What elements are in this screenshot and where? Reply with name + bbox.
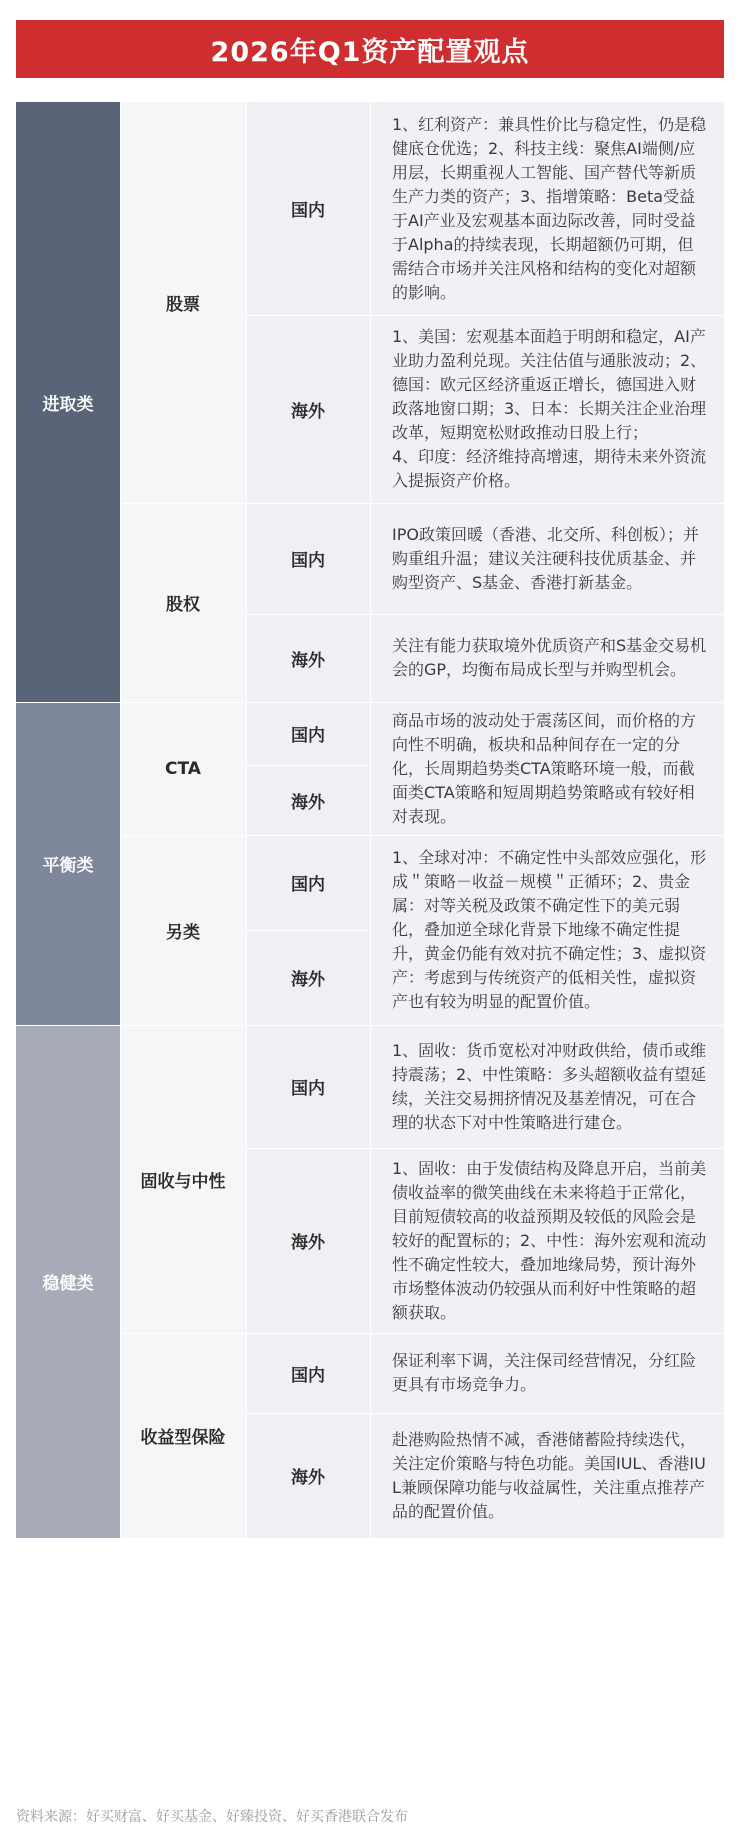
divider — [16, 702, 724, 703]
divider — [370, 102, 371, 1538]
divider — [246, 930, 370, 931]
view-insurance-overseas: 赴港购险热情不减，香港储蓄险持续迭代，关注定价策略与特色功能。美国IUL、香港IUL兼顾保障功能与收益属性，关注重点推荐产品的配置价值。 — [370, 1413, 724, 1538]
view-fixed-domestic: 1、固收：货币宽松对冲财政供给，债币或维持震荡；2、中性策略：多头超额收益有望延续，关注交易拥挤情况及基差情况，可在合理的状态下对中性策略进行建仓。 — [370, 1025, 724, 1148]
divider — [246, 315, 724, 316]
view-fixed-overseas: 1、固收：由于发债结构及降息开启，当前美债收益率的微笑曲线在未来将趋于正常化，目前短债较高的收益预期及较低的风险会是较好的配置标的；2、中性：海外宏观和流动性不确定性较大，叠加地缘局势，预计海外市场整体波动仍较强从而利好中性策略的超额获取。 — [370, 1148, 724, 1333]
divider — [246, 1148, 724, 1149]
page-title: 2026年Q1资产配置观点 — [16, 20, 724, 78]
divider — [246, 765, 370, 766]
region-domestic: 国内 — [246, 1025, 370, 1148]
view-stock-overseas: 1、美国：宏观基本面趋于明朗和稳定，AI产业助力盈利兑现。关注估值与通胀波动；2、德国：欧元区经济重返正增长，德国进入财政落地窗口期；3、日本：长期关注企业治理改革，短期宽松财政推动日股上行； 4、印度：经济维持高增速，期待未来外资流入提振资产价格。 — [370, 315, 724, 503]
divider — [120, 1333, 724, 1334]
divider — [246, 102, 247, 1538]
subcategory-income-insurance: 收益型保险 — [120, 1333, 246, 1538]
subcategory-cta: CTA — [120, 702, 246, 835]
region-overseas: 海外 — [246, 614, 370, 702]
category-balanced: 平衡类 — [16, 702, 120, 1025]
region-domestic: 国内 — [246, 1333, 370, 1413]
view-stock-domestic: 1、红利资产：兼具性价比与稳定性，仍是稳健底仓优选；2、科技主线：聚焦AI端侧/应用层，长期重视人工智能、国产替代等新质生产力类的资产；3、指增策略：Beta受益于AI产业及宏观基本面边际改善，同时受益于Alpha的持续表现，长期超额仍可期，但需结合市场并关注风格和结构的变化对超额的影响。 — [370, 102, 724, 315]
region-overseas: 海外 — [246, 315, 370, 503]
divider — [120, 102, 121, 1538]
view-equity-overseas: 关注有能力获取境外优质资产和S基金交易机会的GP，均衡布局成长型与并购型机会。 — [370, 614, 724, 702]
divider — [16, 1025, 724, 1026]
subcategory-alternative: 另类 — [120, 835, 246, 1025]
region-domestic: 国内 — [246, 702, 370, 765]
divider — [246, 614, 724, 615]
subcategory-equity: 股权 — [120, 503, 246, 702]
region-domestic: 国内 — [246, 503, 370, 614]
region-domestic: 国内 — [246, 102, 370, 315]
region-overseas: 海外 — [246, 1413, 370, 1538]
region-overseas: 海外 — [246, 930, 370, 1025]
view-alternative: 1、全球对冲：不确定性中头部效应强化，形成＂策略－收益－规模＂正循环；2、贵金属：对等关税及政策不确定性下的美元弱化，叠加逆全球化背景下地缘不确定性提升，黄金仍能有效对抗不确定性；3、虚拟资产：考虑到与传统资产的低相关性，虚拟资产也有较为明显的配置价值。 — [370, 835, 724, 1025]
view-equity-domestic: IPO政策回暖（香港、北交所、科创板）；并购重组升温；建议关注硬科技优质基金、并购型资产、S基金、香港打新基金。 — [370, 503, 724, 614]
region-overseas: 海外 — [246, 765, 370, 835]
divider — [246, 1413, 724, 1414]
category-aggressive: 进取类 — [16, 102, 120, 702]
divider — [120, 835, 724, 836]
view-cta: 商品市场的波动处于震荡区间，而价格的方向性不明确，板块和品种间存在一定的分化，长周期趋势类CTA策略环境一般，而截面类CTA策略和短周期趋势策略或有较好相对表现。 — [370, 702, 724, 835]
subcategory-fixed-income-neutral: 固收与中性 — [120, 1025, 246, 1333]
divider — [120, 503, 724, 504]
subcategory-stock: 股票 — [120, 102, 246, 503]
region-overseas: 海外 — [246, 1148, 370, 1333]
source-note: 资料来源：好买财富、好买基金、好臻投资、好买香港联合发布 — [16, 1809, 408, 1825]
category-conservative: 稳健类 — [16, 1025, 120, 1538]
view-insurance-domestic: 保证利率下调，关注保司经营情况，分红险更具有市场竞争力。 — [370, 1333, 724, 1413]
region-domestic: 国内 — [246, 835, 370, 930]
